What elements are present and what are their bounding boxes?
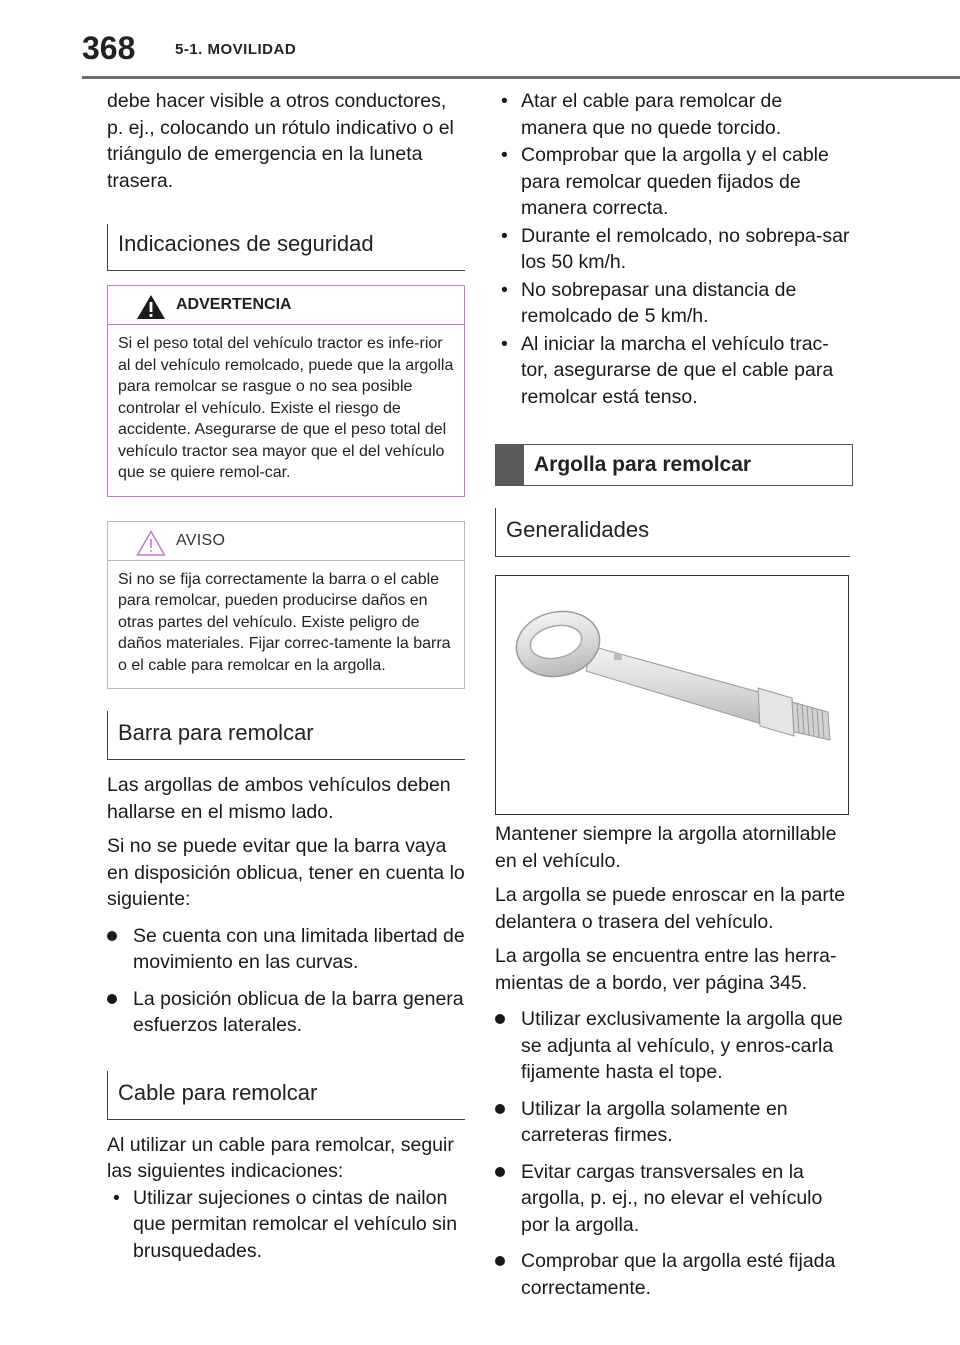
towing-eye-list: [495, 1006, 853, 1301]
bar-heading-text: Barra para remolcar: [118, 720, 314, 745]
list-item: • Atar el cable para remolcar de manera que no quede torcido.: [501, 90, 783, 139]
notice-title: AVISO: [176, 531, 226, 549]
cable-list-left: [107, 1185, 465, 1265]
list-item: Utilizar exclusivamente la argolla que se adjunta al vehículo, y enros-carla fijamente hasta el tope.: [495, 1006, 853, 1086]
list-item: • Al iniciar la marcha el vehículo trac-tor, asegurarse de que el cable para remolcar está tenso.: [501, 332, 834, 408]
safety-heading-text: Indicaciones de seguridad: [118, 231, 374, 256]
list-item: Se cuenta con una limitada libertad de movimiento en las curvas.: [107, 923, 465, 976]
bullet-icon: [495, 1104, 505, 1114]
bar-paragraph-1: Las argollas de ambos vehículos deben hallarse en el mismo lado.: [107, 774, 451, 823]
chapter-title: 5-1. MOVILIDAD: [175, 41, 297, 58]
general-paragraph-3: La argolla se encuentra entre las herra-mientas de a bordo, ver página 345.: [495, 945, 837, 994]
warning-box: [107, 285, 465, 497]
notice-text: Si no se fija correctamente la barra o el cable para remolcar, pueden producirse daños en otras partes del vehículo. Existe peligro de daños materiales. Fijar correc-tamente la barra o el cable para remolcar en la argolla.: [118, 570, 451, 674]
bar-list: [107, 923, 465, 1039]
warning-triangle-icon: [136, 294, 166, 320]
caution-triangle-icon: [136, 530, 166, 556]
safety-heading: [107, 224, 465, 271]
section-title-bar: [495, 444, 853, 486]
list-item: • No sobrepasar una distancia de remolcado de 5 km/h.: [501, 278, 797, 327]
list-item: • Utilizar sujeciones o cintas de nailon que permitan remolcar el vehículo sin brusquedades.: [113, 1186, 458, 1262]
list-item: Utilizar la argolla solamente en carreteras firmes.: [495, 1096, 853, 1149]
bar-heading: [107, 711, 465, 760]
list-item: • Comprobar que la argolla y el cable para remolcar queden fijados de manera correcta.: [501, 144, 829, 219]
intro-paragraph: debe hacer visible a otros conductores, p. ej., colocando un rótulo indicativo o el triángulo de emergencia en la luneta trasera.: [107, 90, 454, 192]
list-item: La posición oblicua de la barra genera esfuerzos laterales.: [107, 986, 465, 1039]
warning-box-header: [108, 286, 464, 325]
right-column: [495, 88, 853, 1311]
warning-title: ADVERTENCIA: [176, 296, 292, 313]
page-header: [0, 0, 960, 80]
towing-eye-illustration: [496, 576, 848, 814]
bullet-icon: [107, 994, 117, 1004]
notice-box-header: [108, 522, 464, 561]
section-tab-marker: [496, 445, 524, 485]
list-item: Evitar cargas transversales en la argolla, p. ej., no elevar el vehículo por la argolla.: [495, 1159, 853, 1239]
general-heading: [495, 508, 850, 557]
cable-heading: [107, 1071, 465, 1120]
bullet-icon: [107, 931, 117, 941]
list-item: Comprobar que la argolla esté fijada correctamente.: [495, 1248, 853, 1301]
towing-eye-figure: [495, 575, 849, 815]
general-heading-text: Generalidades: [506, 517, 650, 542]
bullet-icon: [495, 1256, 505, 1266]
bullet-icon: [495, 1167, 505, 1177]
cable-heading-text: Cable para remolcar: [118, 1079, 318, 1105]
notice-box: [107, 521, 465, 690]
bullet-icon: [495, 1014, 505, 1024]
cable-list-right: [495, 88, 853, 410]
general-paragraph-2: La argolla se puede enroscar en la parte delantera o trasera del vehículo.: [495, 884, 846, 933]
left-column: [107, 88, 465, 1265]
list-item: • Durante el remolcado, no sobrepa-sar los 50 km/h.: [501, 224, 850, 273]
general-paragraph-1: Mantener siempre la argolla atornillable en el vehículo.: [495, 823, 837, 872]
header-divider: [82, 76, 960, 79]
page-number: 368: [82, 30, 136, 66]
cable-paragraph-1: Al utilizar un cable para remolcar, seguir las siguientes indicaciones:: [107, 1133, 454, 1182]
warning-text: Si el peso total del vehículo tractor es infe-rior al del vehículo remolcado, puede que la argolla para remolcar se rasgue o no sea posible controlar el vehículo. Existe el riesgo de accidente. Asegurarse de que el peso total del vehículo tractor sea mayor que el del vehículo que se quiere remol-car.: [118, 335, 454, 481]
section-title: Argolla para remolcar: [534, 453, 752, 476]
bar-paragraph-2: Si no se puede evitar que la barra vaya en disposición oblicua, tener en cuenta lo siguiente:: [107, 835, 465, 910]
